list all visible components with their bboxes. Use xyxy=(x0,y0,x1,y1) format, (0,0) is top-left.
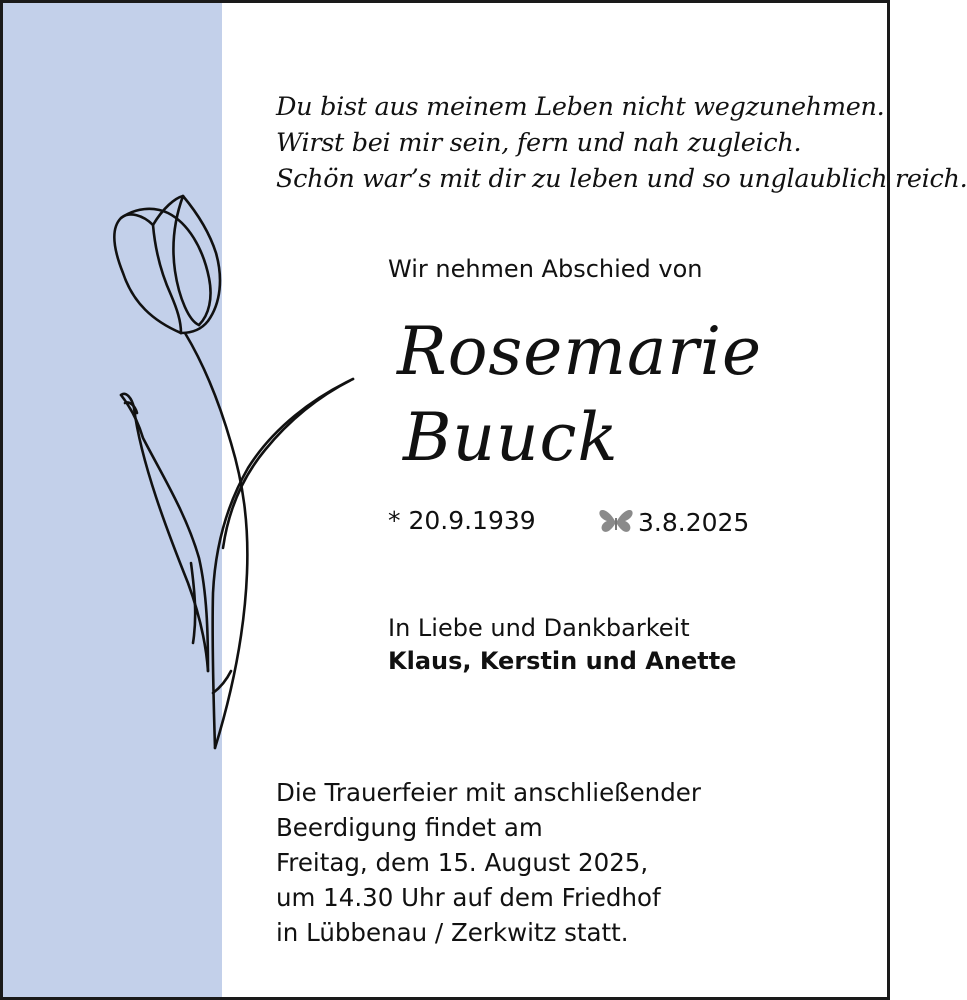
poem-line: Wirst bei mir sein, fern und nah zugleich. xyxy=(276,128,802,158)
service-line: Freitag, dem 15. August 2025, xyxy=(276,848,649,877)
first-name: Rosemarie xyxy=(397,313,763,390)
butterfly-icon xyxy=(598,506,634,538)
service-line: Beerdigung findet am xyxy=(276,813,543,842)
poem-line: Schön war’s mit dir zu leben und so unglaublich reich. xyxy=(276,164,967,194)
death-date: 3.8.2025 xyxy=(638,507,750,537)
death-date-group xyxy=(598,506,749,538)
service-line: um 14.30 Uhr auf dem Friedhof xyxy=(276,883,661,912)
birth-date: * 20.9.1939 xyxy=(388,506,536,535)
last-name: Buuck xyxy=(403,399,619,476)
poem xyxy=(276,89,967,197)
poem-line: Du bist aus meinem Leben nicht wegzunehmen. xyxy=(276,92,885,122)
family-names: Klaus, Kerstin und Anette xyxy=(388,647,737,675)
closing-line: In Liebe und Dankbarkeit xyxy=(388,614,690,642)
service-info xyxy=(276,775,701,950)
service-line: Die Trauerfeier mit anschließender xyxy=(276,778,701,807)
deceased-name xyxy=(397,309,762,481)
farewell-intro: Wir nehmen Abschied von xyxy=(388,255,703,283)
closing-block xyxy=(388,612,736,678)
service-line: in Lübbenau / Zerkwitz statt. xyxy=(276,918,629,947)
